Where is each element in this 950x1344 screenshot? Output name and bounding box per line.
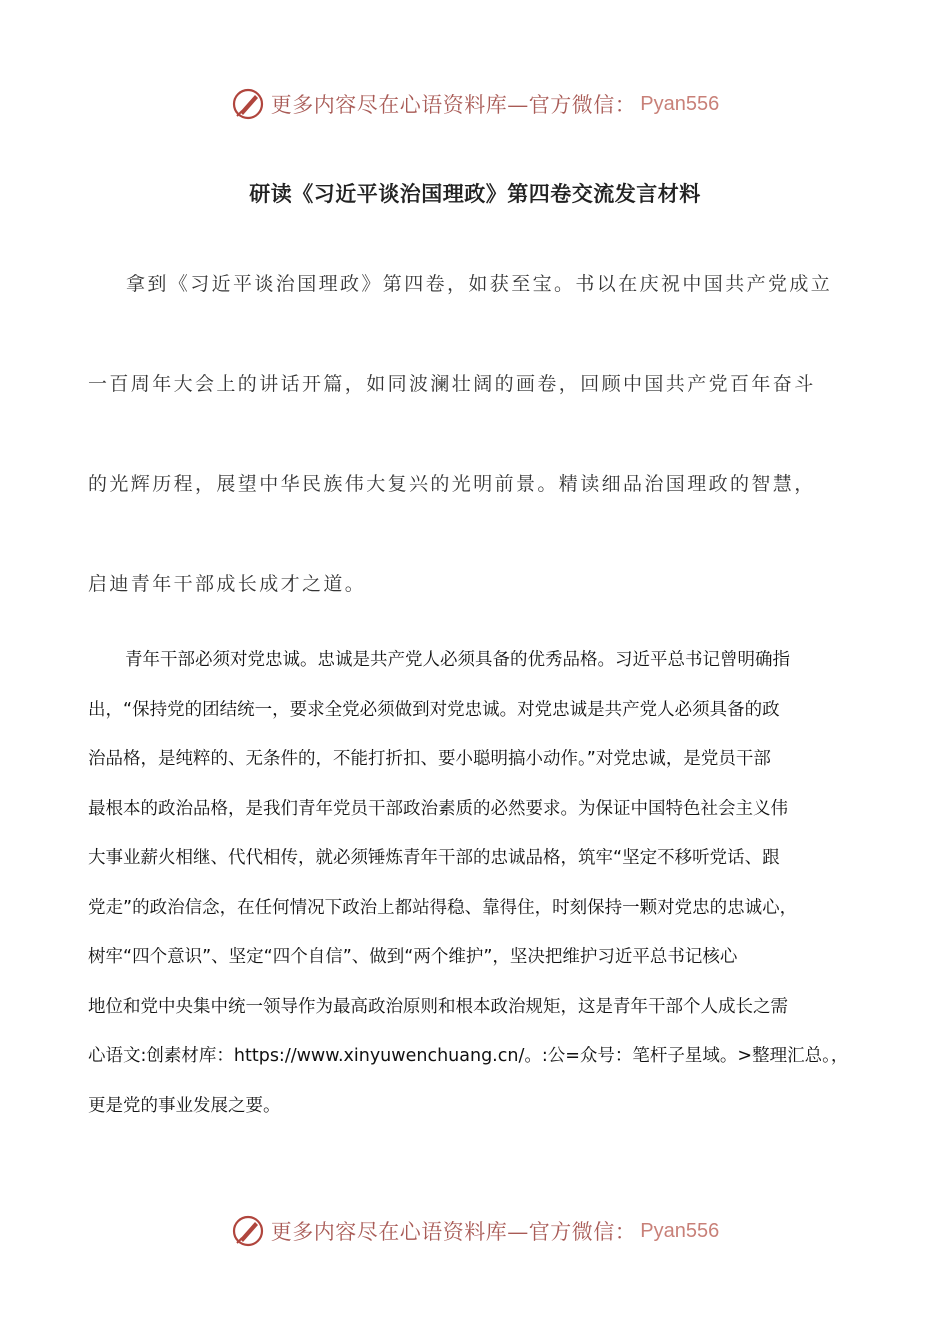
document-title: 研读《习近平谈治国理政》第四卷交流发言材料 — [249, 182, 701, 206]
paragraph-line: 青年干部必须对党忠诚。忠诚是共产党人必须具备的优秀品格。习近平总书记曾明确指 — [125, 650, 790, 670]
paragraph-line: 树牢“四个意识”、坚定“四个自信”、做到“两个维护”，坚决把维护习近平总书记核心 — [88, 947, 738, 967]
banner-text: 更多内容尽在心语资料库—官方微信： — [270, 1220, 637, 1244]
paragraph-line: 的光辉历程，展望中华民族伟大复兴的光明前景。精读细品治国理政的智慧， — [88, 473, 816, 495]
banner-wechat-id: Pyan556 — [640, 92, 720, 115]
paragraph-line: 地位和党中央集中统一领导作为最高政治原则和根本政治规矩，这是青年干部个人成长之需 — [88, 996, 788, 1017]
intro-paragraph — [88, 262, 868, 662]
paragraph-line: 拿到《习近平谈治国理政》第四卷，如获至宝。书以在庆祝中国共产党成立 — [126, 273, 833, 295]
header-watermark-banner — [0, 84, 950, 124]
paragraph-line: 治品格，是纯粹的、无条件的，不能打折扣、要小聪明搞小动作。”对党忠诚，是党员干部 — [88, 749, 771, 769]
paragraph-line: 一百周年大会上的讲话开篇，如同波澜壮阔的画卷，回顾中国共产党百年奋斗 — [88, 373, 816, 395]
pen-logo-icon — [231, 1214, 265, 1248]
paragraph-line: 党走”的政治信念，在任何情况下政治上都站得稳、靠得住，时刻保持一颗对党忠的忠诚心， — [88, 897, 798, 918]
body-paragraph — [88, 642, 878, 1137]
paragraph-line: 心语文:创素材库：https://www.xinyuwenchuang.cn/。:公=众号：笔杆子星域。>整理汇总。， — [88, 1046, 849, 1066]
banner-wechat-id: Pyan556 — [640, 1219, 720, 1242]
pen-logo-icon — [231, 87, 265, 121]
paragraph-line: 最根本的政治品格，是我们青年党员干部政治素质的必然要求。为保证中国特色社会主义伟 — [88, 798, 788, 819]
footer-watermark-banner — [0, 1211, 950, 1251]
paragraph-line: 出，“保持党的团结统一，要求全党必须做到对党忠诚。对党忠诚是共产党人必须具备的政 — [88, 699, 780, 720]
paragraph-line: 大事业薪火相继、代代相传，就必须锤炼青年干部的忠诚品格，筑牢“坚定不移听党话、跟 — [88, 848, 780, 868]
paragraph-line: 更是党的事业发展之要。 — [88, 1095, 281, 1116]
banner-text: 更多内容尽在心语资料库—官方微信： — [270, 93, 637, 117]
paragraph-line: 启迪青年干部成长成才之道。 — [88, 573, 367, 595]
